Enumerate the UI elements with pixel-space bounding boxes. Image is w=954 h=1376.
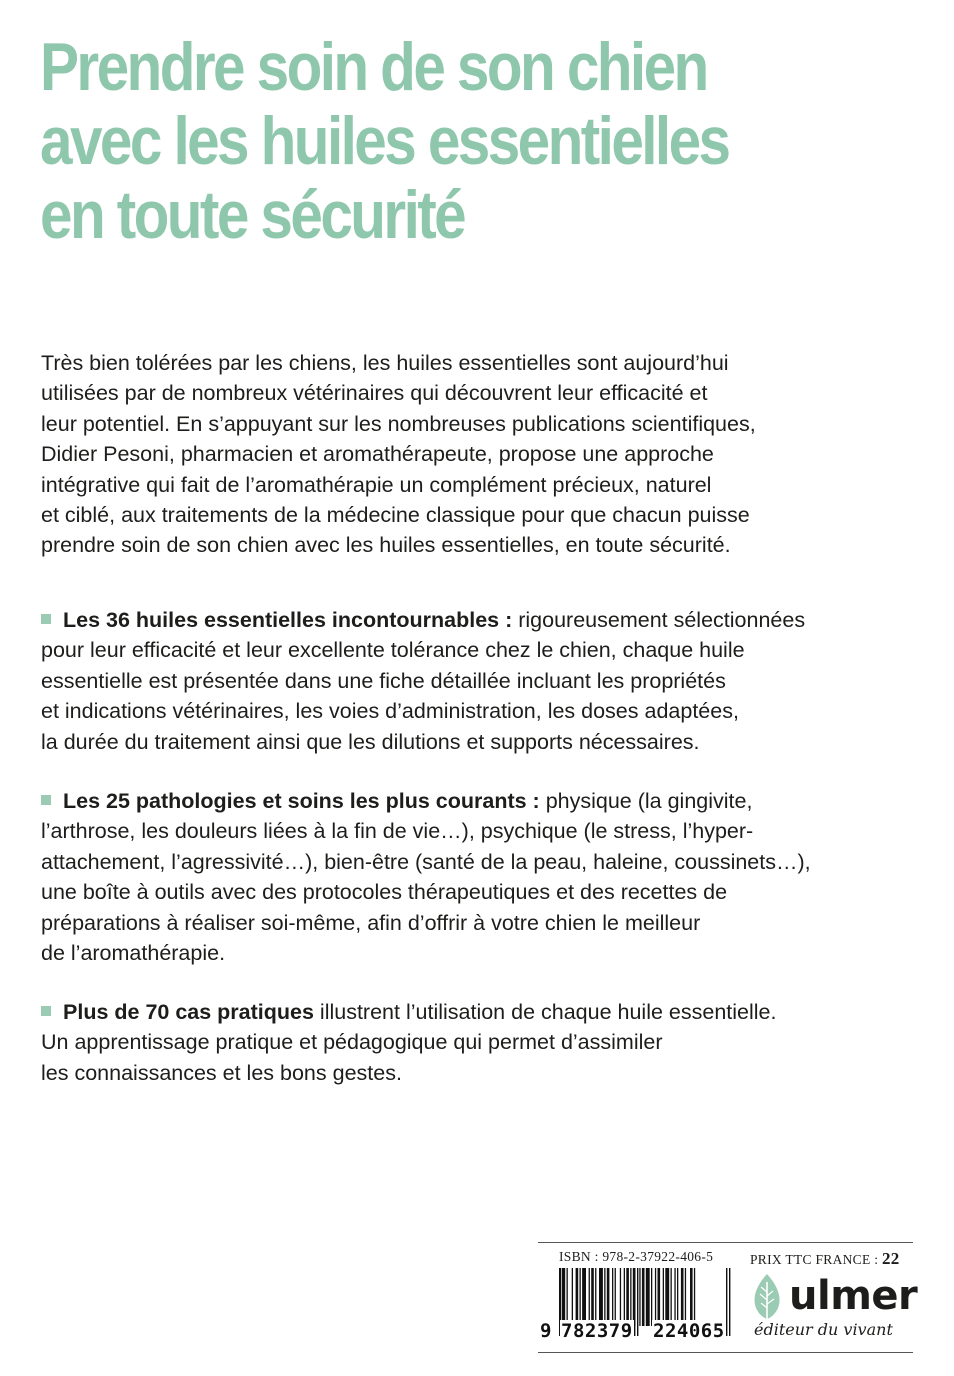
intro-line: et ciblé, aux traitements de la médecine classique pour que chacun puisse [41, 503, 750, 528]
title-line-2: avec les huiles essentielles [40, 103, 729, 179]
bullet-first-line [41, 605, 841, 635]
bullet-square-icon [41, 795, 51, 805]
intro-line: prendre soin de son chien avec les huiles essentielles, en toute sécurité. [41, 533, 731, 558]
book-title [40, 29, 729, 253]
bullet-line: essentielle est présentée dans une fiche détaillée incluant les propriétés [41, 668, 726, 693]
bullet-line: et indications vétérinaires, les voies d’administration, les doses adaptées, [41, 699, 739, 724]
bullet-square-icon [41, 1006, 51, 1016]
publisher-tagline: éditeur du vivant [754, 1320, 893, 1339]
title-line-3: en toute sécurité [40, 177, 465, 253]
bullet-text: physique (la gingivite, [539, 789, 753, 813]
bullet-text: rigoureusement sélectionnées [512, 608, 806, 632]
bullet-line: la durée du traitement ainsi que les dilutions et supports nécessaires. [41, 729, 700, 754]
bullet-line: attachement, l’agressivité…), bien-être (santé de la peau, haleine, coussinets…), [41, 849, 811, 874]
bullet-first-line [41, 997, 841, 1027]
intro-line: intégrative qui fait de l’aromathérapie un complément précieux, naturel [41, 472, 712, 497]
leaf-logo-icon [752, 1272, 782, 1322]
isbn-label: ISBN : 978-2-37922-406-5 [559, 1249, 714, 1264]
price-label [750, 1249, 900, 1269]
intro-line: utilisées par de nombreux vétérinaires qui découvrent leur efficacité et [41, 381, 708, 406]
intro-paragraph [41, 348, 841, 561]
bullet-line: Un apprentissage pratique et pédagogique qui permet d’assimiler [41, 1030, 663, 1055]
barcode-first-digit: 9 [540, 1320, 552, 1342]
bullet-line: l’arthrose, les douleurs liées à la fin de vie…), psychique (le stress, l’hyper- [41, 819, 754, 844]
barcode-group-2: 224065 [653, 1320, 725, 1342]
bullet-line: de l’aromathérapie. [41, 941, 226, 966]
price-value: 22 [881, 1249, 900, 1268]
publisher-logo: ulmer [789, 1273, 918, 1319]
price-text: PRIX TTC FRANCE : [750, 1252, 882, 1267]
bullet-first-line [41, 786, 841, 816]
bullet-square-icon [41, 614, 51, 624]
bullet-heading: Plus de 70 cas pratiques [63, 1000, 314, 1024]
bullet-text: illustrent l’utilisation de chaque huile essentielle. [313, 1000, 777, 1024]
bullet-pathologies [41, 786, 841, 968]
barcode-group-1: 782379 [561, 1320, 633, 1342]
bullet-practical-cases [41, 997, 841, 1088]
intro-line: Didier Pesoni, pharmacien et aromathérapeute, propose une approche [41, 442, 714, 467]
footer-divider-top [538, 1242, 913, 1243]
bullet-heading: Les 36 huiles essentielles incontournables : [63, 608, 513, 632]
bullet-line: les connaissances et les bons gestes. [41, 1060, 402, 1085]
footer-divider-bottom [538, 1352, 913, 1353]
bullet-line: préparations à réaliser soi-même, afin d’offrir à votre chien le meilleur [41, 910, 701, 935]
bullet-line: une boîte à outils avec des protocoles thérapeutiques et des recettes de [41, 880, 728, 905]
title-line-1: Prendre soin de son chien [40, 29, 707, 105]
bullet-line: pour leur efficacité et leur excellente tolérance chez le chien, chaque huile [41, 638, 745, 663]
bullet-heading: Les 25 pathologies et soins les plus courants : [63, 789, 540, 813]
intro-line: Très bien tolérées par les chiens, les huiles essentielles sont aujourd’hui [41, 351, 729, 375]
bullet-essential-oils [41, 605, 841, 757]
intro-line: leur potentiel. En s’appuyant sur les nombreuses publications scientifiques, [41, 411, 756, 436]
